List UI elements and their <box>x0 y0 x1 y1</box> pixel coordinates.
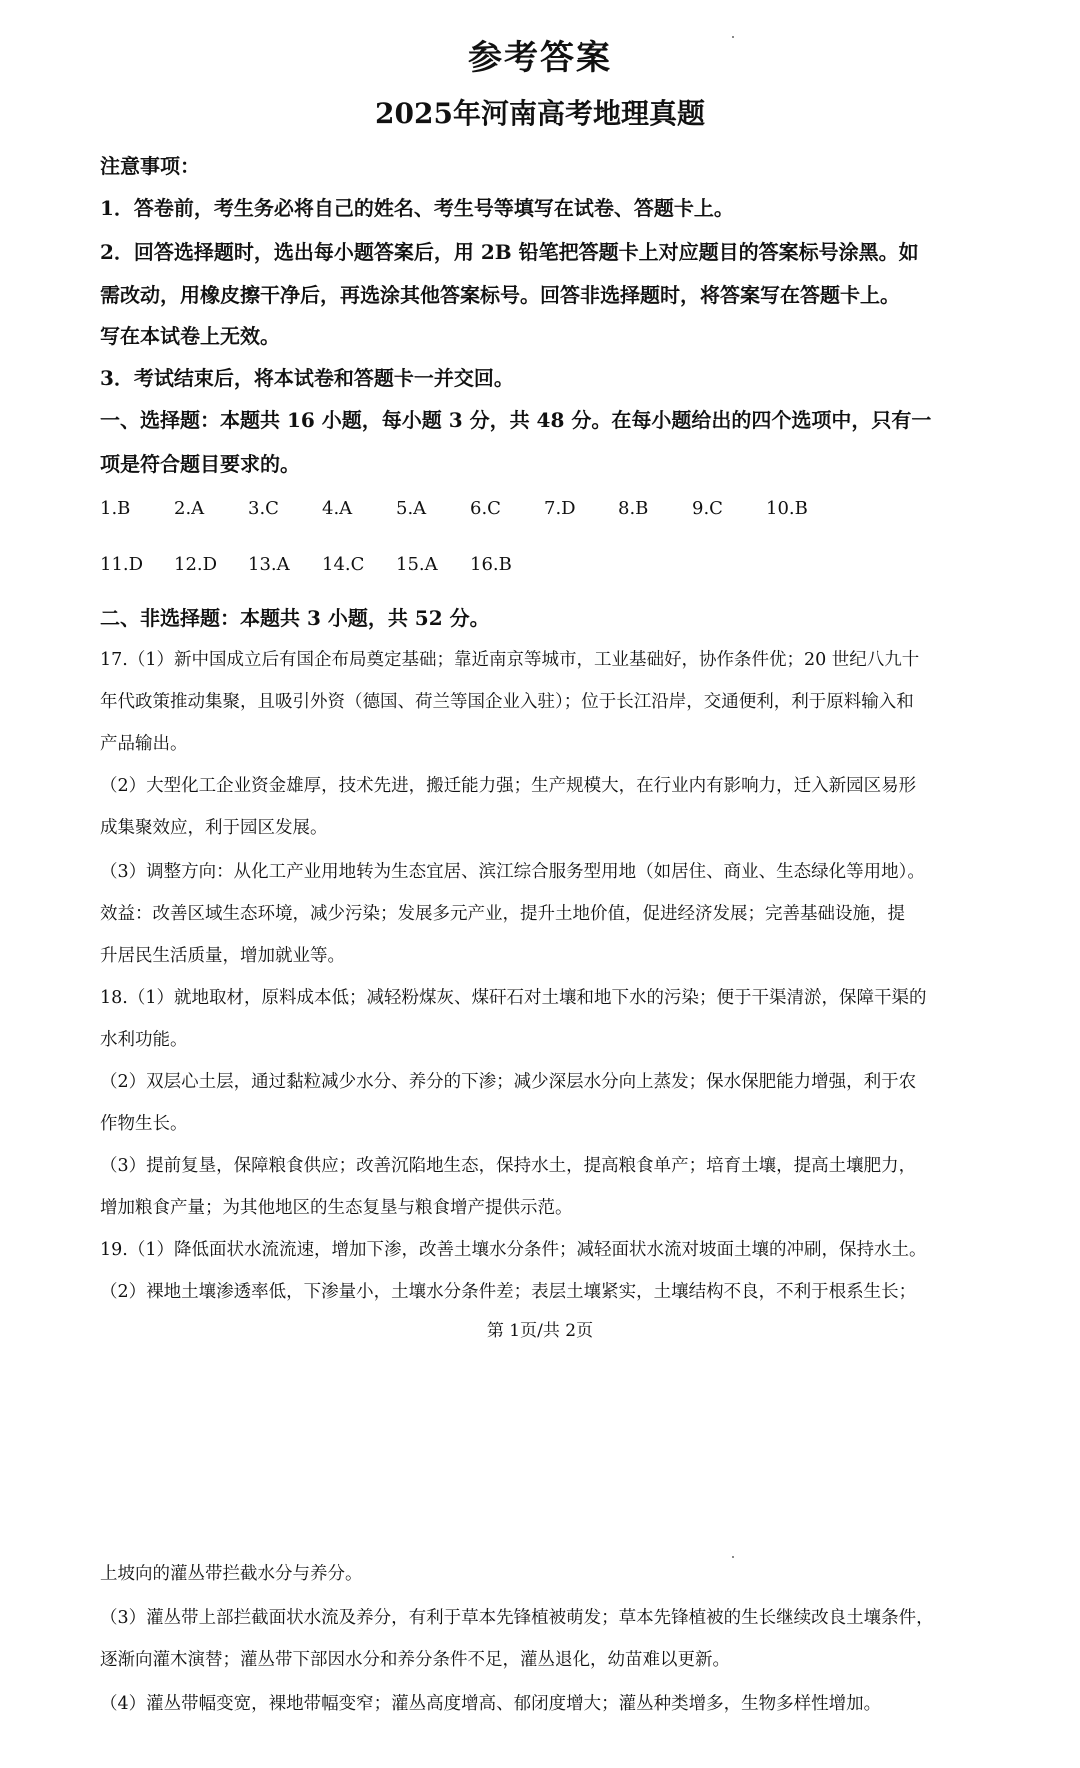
answer-text-line: 18.（1）就地取材，原料成本低；减轻粉煤灰、煤矸石对土壤和地下水的污染；便于干渠清淤，保障干渠的 <box>100 988 927 1008</box>
notice-line: 2．回答选择题时，选出每小题答案后，用 2B 铅笔把答题卡上对应题目的答案标号涂黑。如 <box>100 240 919 264</box>
answer-text-line: 水利功能。 <box>100 1030 188 1050</box>
notice-line: 3．考试结束后，将本试卷和答题卡一并交回。 <box>100 366 514 390</box>
answer-text-line: 产品输出。 <box>100 734 188 754</box>
answer-text-line: 逐渐向灌木演替；灌丛带下部因水分和养分条件不足，灌丛退化，幼苗难以更新。 <box>100 1650 730 1670</box>
notice-heading: 注意事项： <box>100 154 200 178</box>
section2-heading: 二、非选择题：本题共 3 小题，共 52 分。 <box>100 606 490 630</box>
answer-text-line: 17.（1）新中国成立后有国企布局奠定基础；靠近南京等城市，工业基础好，协作条件优；20 世纪八九十 <box>100 650 920 670</box>
answer-item: 13.A <box>248 554 290 575</box>
answer-item: 7.D <box>544 498 576 519</box>
answer-text-line: 年代政策推动集聚，且吸引外资（德国、荷兰等国企业入驻）；位于长江沿岸，交通便利，利于原料输入和 <box>100 692 914 712</box>
answer-text-line: （2）双层心土层，通过黏粒减少水分、养分的下渗；减少深层水分向上蒸发；保水保肥能力增强，利于农 <box>100 1072 917 1092</box>
answer-text-line: （2）裸地土壤渗透率低，下渗量小，土壤水分条件差；表层土壤紧实，土壤结构不良，不利于根系生长； <box>100 1282 917 1302</box>
answer-text-line: 上坡向的灌丛带拦截水分与养分。 <box>100 1564 363 1584</box>
answer-text-line: 作物生长。 <box>100 1114 188 1134</box>
answer-item: 2.A <box>174 498 205 519</box>
answer-text-line: 成集聚效应，利于园区发展。 <box>100 818 328 838</box>
answer-text-line: （4）灌丛带幅变宽，裸地带幅变窄；灌丛高度增高、郁闭度增大；灌丛种类增多，生物多样性增加。 <box>100 1694 882 1714</box>
section1-heading-cont: 项是符合题目要求的。 <box>100 452 300 476</box>
page-subtitle: 2025年河南高考地理真题 <box>375 97 705 130</box>
answer-item: 3.C <box>248 498 279 519</box>
answer-text-line: 效益：改善区域生态环境，减少污染；发展多元产业，提升土地价值，促进经济发展；完善基础设施，提 <box>100 904 905 924</box>
answer-item: 16.B <box>470 554 512 575</box>
answer-item: 12.D <box>174 554 218 575</box>
answer-text-line: 升居民生活质量，增加就业等。 <box>100 946 345 966</box>
notice-line: 写在本试卷上无效。 <box>100 324 280 348</box>
notice-line: 需改动，用橡皮擦干净后，再选涂其他答案标号。回答非选择题时，将答案写在答题卡上。 <box>100 283 900 307</box>
answer-item: 5.A <box>396 498 427 519</box>
answer-item: 15.A <box>396 554 438 575</box>
answer-item: 14.C <box>322 554 365 575</box>
answer-item: 9.C <box>692 498 723 519</box>
answer-text-line: （3）提前复垦，保障粮食供应；改善沉陷地生态，保持水土，提高粮食单产；培育土壤，提高土壤肥力， <box>100 1156 917 1176</box>
page-title: 参考答案 <box>468 38 612 78</box>
answer-text-line: 19.（1）降低面状水流流速，增加下渗，改善土壤水分条件；减轻面状水流对坡面土壤的冲刷，保持水土。 <box>100 1240 927 1260</box>
scan-speck <box>732 1556 734 1558</box>
answer-item: 11.D <box>100 554 144 575</box>
answer-item: 6.C <box>470 498 501 519</box>
page-footer: 第 1页/共 2页 <box>486 1321 594 1341</box>
answer-text-line: （3）调整方向：从化工产业用地转为生态宜居、滨江综合服务型用地（如居住、商业、生态绿化等用地）。 <box>100 862 925 882</box>
answer-text-line: 增加粮食产量；为其他地区的生态复垦与粮食增产提供示范。 <box>100 1198 573 1218</box>
answer-item: 8.B <box>618 498 649 519</box>
answer-item: 4.A <box>322 498 353 519</box>
answer-text-line: （3）灌丛带上部拦截面状水流及养分，有利于草本先锋植被萌发；草本先锋植被的生长继续改良土壤条件， <box>100 1608 934 1628</box>
answer-text-line: （2）大型化工企业资金雄厚，技术先进，搬迁能力强；生产规模大，在行业内有影响力，迁入新园区易形 <box>100 776 917 796</box>
answer-item: 10.B <box>766 498 808 519</box>
answer-item: 1.B <box>100 498 131 519</box>
notice-line: 1．答卷前，考生务必将自己的姓名、考生号等填写在试卷、答题卡上。 <box>100 196 734 220</box>
section1-heading: 一、选择题：本题共 16 小题，每小题 3 分，共 48 分。在每小题给出的四个选项中，只有一 <box>100 408 932 432</box>
